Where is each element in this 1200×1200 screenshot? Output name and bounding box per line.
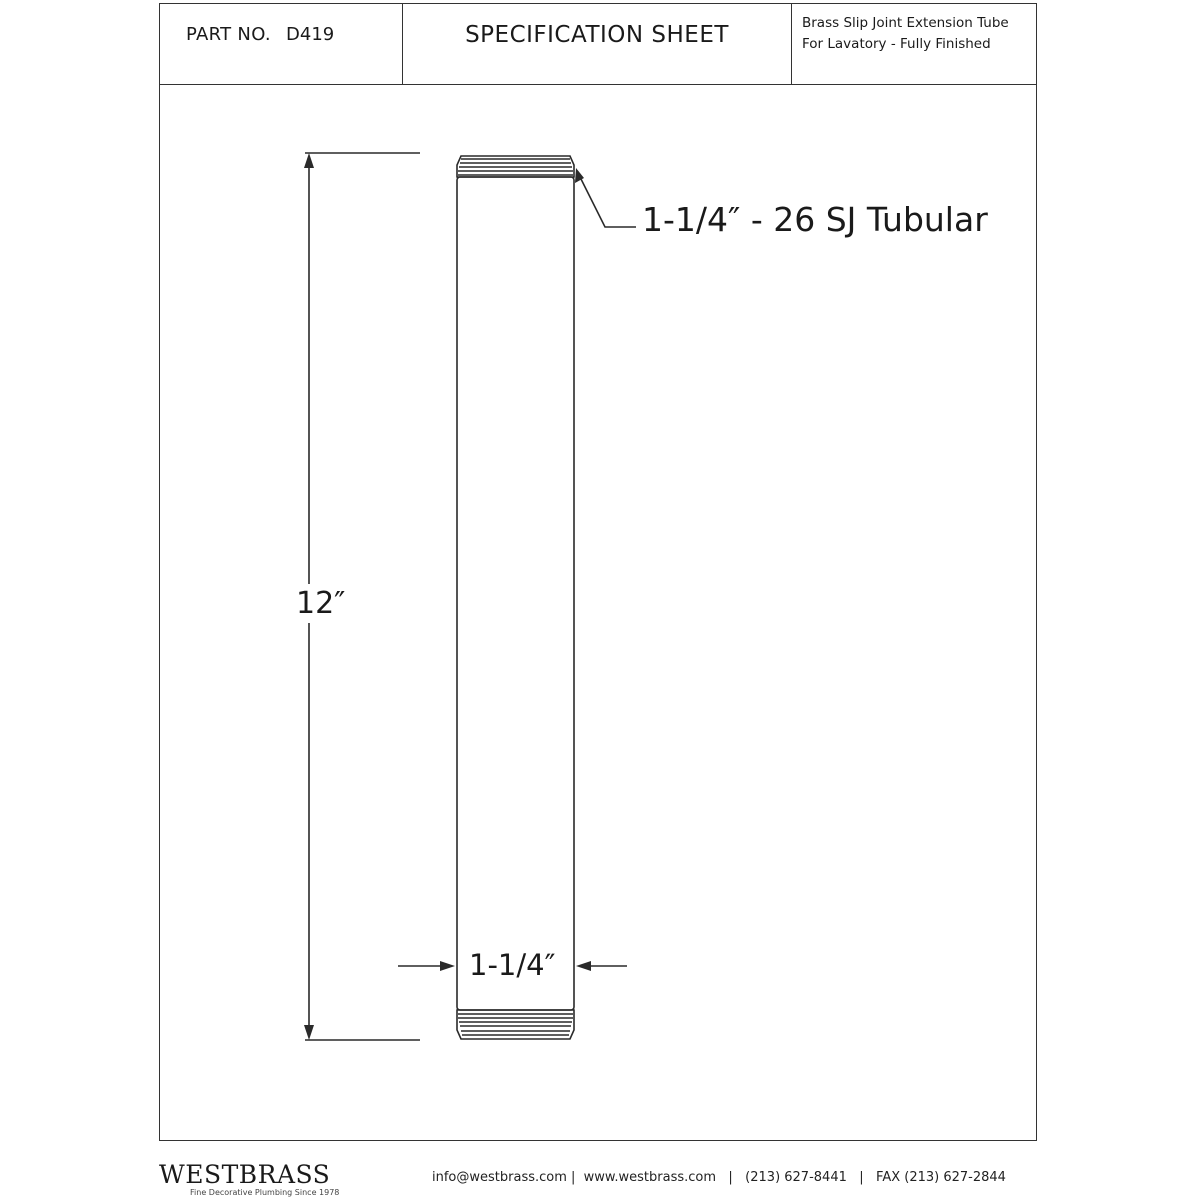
bottom-thread: [457, 1010, 574, 1039]
diameter-arrowhead-left: [440, 961, 455, 971]
part-number-label: PART NO.: [186, 24, 271, 45]
description-line-1: Brass Slip Joint Extension Tube: [802, 15, 1009, 31]
sheet-title: SPECIFICATION SHEET: [465, 22, 729, 48]
brand-logo: WESTBRASS: [159, 1160, 331, 1189]
diameter-dimension-label: 1-1/4″: [469, 948, 556, 982]
diameter-arrowhead-right: [576, 961, 591, 971]
brand-tagline: Fine Decorative Plumbing Since 1978: [190, 1188, 340, 1197]
length-arrow-top: [304, 153, 314, 168]
contact-info: info@westbrass.com | www.westbrass.com | (213) 627-8441 | FAX (213) 627-2844: [432, 1170, 1006, 1185]
thread-leader-line: [578, 173, 636, 227]
length-arrow-bottom: [304, 1025, 314, 1040]
description-line-2: For Lavatory - Fully Finished: [802, 36, 991, 52]
part-number-value: D419: [286, 24, 335, 45]
top-thread: [457, 156, 574, 177]
length-dimension-label: 12″: [296, 586, 346, 621]
thread-callout-label: 1-1/4″ - 26 SJ Tubular: [642, 200, 988, 239]
tube-body: [457, 177, 574, 1010]
